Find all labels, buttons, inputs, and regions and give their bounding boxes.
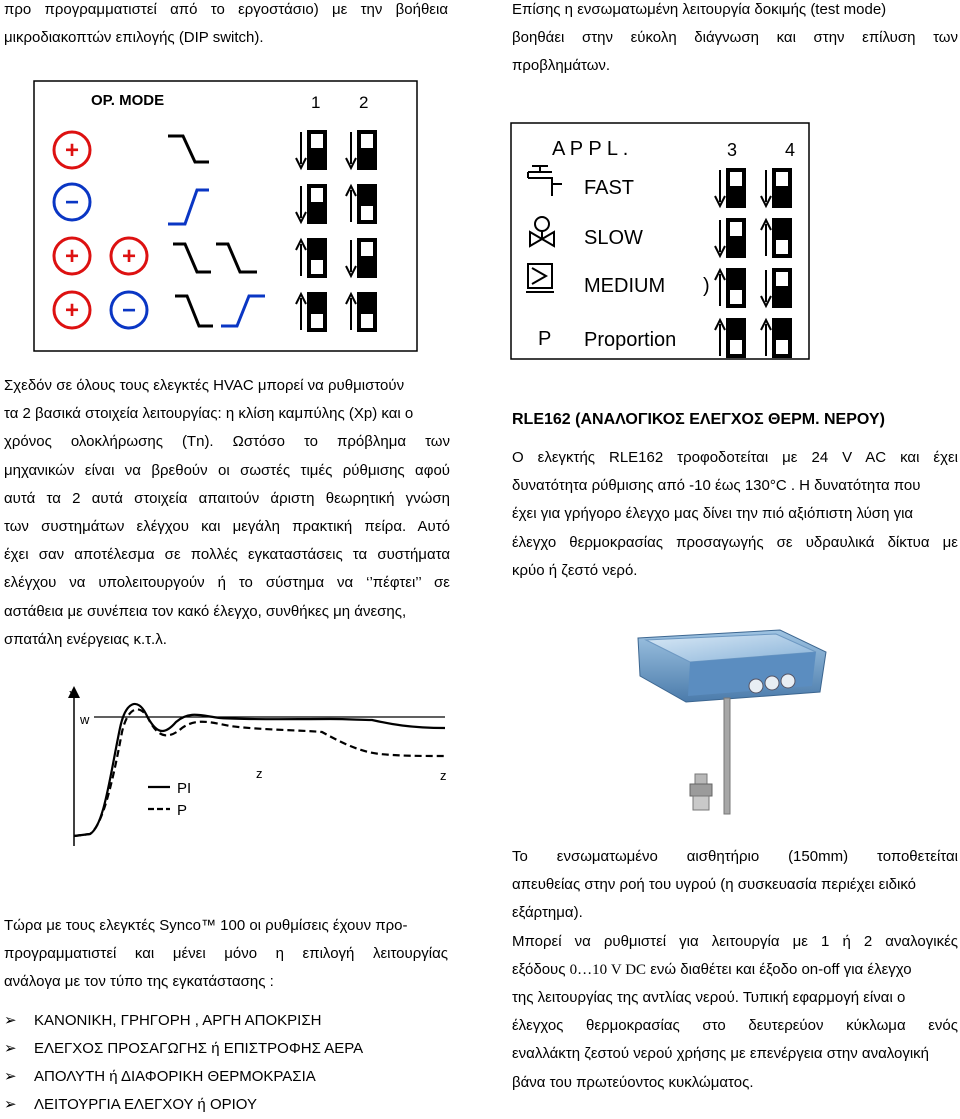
appl-col4: 4 <box>785 140 796 160</box>
appl-row-proportion-icon: P <box>538 328 552 350</box>
svg-text:−: − <box>64 189 80 216</box>
list-item: ➢ ΑΠΟΛΥΤΗ ή ΔΙΑΦΟΡΙΚΗ ΘΕΡΜΟΚΡΑΣΙΑ <box>4 1068 316 1085</box>
graph-w-label: w <box>80 712 90 727</box>
dip-switch-icon <box>715 218 746 258</box>
dip-switch-icon <box>761 268 792 308</box>
appl-row-medium-label: MEDIUM <box>584 275 666 297</box>
dip-switch-icon <box>346 292 377 332</box>
dip-switch-icon <box>296 238 327 278</box>
opmode-panel <box>33 80 418 352</box>
rle162-paragraph: Ο ελεγκτής RLE162 τροφοδοτείται με 24 V AC και έχει δυνατότητα ρύθμισης από -10 έως 130°C . Η δυνατότητα που έχει για γρήγορο έλεγχο μας δίνει την πιό αξιόπιστη λύση για έλεγχο θερμοκρασίας προσαγωγής σε υδραυλικά δίκτυα με κρύο ή ζεστό νερό. <box>512 449 958 579</box>
dip-switch-icon <box>296 130 327 170</box>
appl-row-proportion-label: Proportion <box>584 329 677 351</box>
dip-switch-icon <box>715 318 746 358</box>
z-marker-1: z <box>256 766 263 781</box>
svg-text:+: + <box>64 297 80 324</box>
opmode-col2: 2 <box>359 93 369 112</box>
dip-switch-icon <box>346 238 377 278</box>
appl-col3: 3 <box>727 140 738 160</box>
dip-switch-icon <box>715 168 746 208</box>
appl-header: A P P L . <box>552 138 629 160</box>
controller-device-image <box>630 620 840 820</box>
fitting-image <box>686 772 716 812</box>
installation-type-list <box>4 1007 363 1119</box>
top-right-text: Επίσης η ενσωματωμένη λειτουργία δοκιμής (test mode) βοηθάει στην εύκολη διάγνωση και στην επίλυση των προβλημάτων. <box>512 1 958 75</box>
list-item: ➢ ΕΛΕΓΧΟΣ ΠΡΟΣΑΓΩΓΗΣ ή ΕΠΙΣΤΡΟΦΗΣ ΑΕΡΑ <box>4 1040 364 1057</box>
list-item: ➢ ΚΑΝΟΝΙΚΗ, ΓΡΗΓΟΡΗ , ΑΡΓΗ ΑΠΟΚΡΙΣΗ <box>4 1012 322 1029</box>
z-marker-2: z <box>440 768 447 783</box>
svg-text:+: + <box>64 137 80 164</box>
dip-switch-icon <box>761 218 792 258</box>
legend-pi: PI <box>177 780 192 797</box>
legend-p: P <box>177 802 188 819</box>
svg-text:+: + <box>121 243 137 270</box>
synco-paragraph: Τώρα με τους ελεγκτές Synco™ 100 οι ρυθμίσεις έχουν προ- προγραμματιστεί και μένει μόνο η επιλογή λειτουργίας ανάλογα με τον τύπο της εγκατάστασης : <box>4 917 448 991</box>
top-left-text: προ προγραμματιστεί από το εργοστάσιο) με την βοήθεια μικροδιακοπτών επιλογής (DIP switch). <box>4 1 448 47</box>
dip-switch-icon <box>346 130 377 170</box>
opmode-col1: 1 <box>311 93 321 112</box>
appl-row-medium-suffix: ) <box>703 275 710 297</box>
hvac-paragraph: Σχεδόν σε όλους τους ελεγκτές HVAC μπορεί να ρυθμιστούν τα 2 βασικά στοιχεία λειτουργίας: η κλίση καμπύλης (Xp) και ο χρόνος ολοκλήρωσης (Tn). Ωστόσο το πρόβλημα των μηχανικών είναι να βρεθούν οι σωστές τιμές ρύθμισης αφού αυτά τα 2 αυτά στοιχεία απαιτούν άριστη θεωρητική γνώση των συστημάτων ελέγχου και μεγάλη πρακτική πείρα. Αυτό έχει σαν αποτέλεσμα σε πολλές εγκαταστάσεις τα συστήματα ελέγχου να υπολειτουργούν ή το σύστημα να ‘’πέφτει’’ σε αστάθεια με συνέπεια τον κακό έλεγχο, συνθήκες μη άνεσης, σπατάλη ενέργειας κ.τ.λ. <box>4 377 450 648</box>
sensor-paragraph: Το ενσωματωμένο αισθητήριο (150mm) τοποθετείται απευθείας στην ροή του υγρού (η συσκευασία περιέχει ειδικό εξάρτημα). Μπορεί να ρυθμιστεί για λειτουργία με 1 ή 2 αναλογικές εξόδους 0…10 V DC ενώ διαθέτει και έξοδο on-off για έλεγχο της λειτουργίας της αντλίας νερού. Τυπική εφαρμογή είναι ο έλεγχος θερμοκρασίας στο δευτερεύον κύκλωμα ενός εναλλάκτη ζεστού νερού χρήσης με επενέργεια στην αναλογική βάνα του πρωτεύοντος κυκλώματος. <box>512 848 958 1091</box>
list-item: ➢ ΛΕΙΤΟΥΡΓΙΑ ΕΛΕΓΧΟΥ ή ΟΡΙΟΥ <box>4 1096 257 1113</box>
svg-text:−: − <box>121 297 137 324</box>
dip-switch-icon <box>296 292 327 332</box>
appl-row-slow-label: SLOW <box>584 227 643 249</box>
graph-y-label: x <box>69 686 76 701</box>
dip-switch-icon <box>761 318 792 358</box>
control-response-graph <box>60 686 450 848</box>
dip-switch-icon <box>715 268 746 308</box>
rle162-heading: RLE162 (ΑΝΑΛΟΓΙΚΟΣ ΕΛΕΓΧΟΣ ΘΕΡΜ. ΝΕΡΟΥ) <box>512 411 885 428</box>
appl-row-fast-label: FAST <box>584 177 635 199</box>
dip-switch-icon <box>761 168 792 208</box>
dip-switch-icon <box>296 184 327 224</box>
appl-panel <box>510 122 810 360</box>
dip-switch-icon <box>346 184 377 224</box>
svg-text:+: + <box>64 243 80 270</box>
opmode-header: OP. MODE <box>91 92 165 109</box>
